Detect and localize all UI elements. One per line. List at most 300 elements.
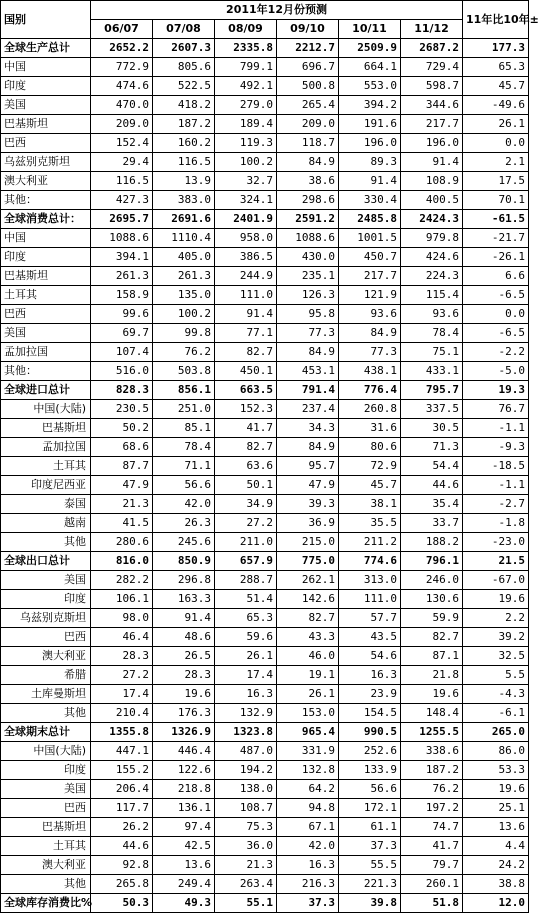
value-cell: 663.5 (215, 381, 277, 400)
change-cell: 86.0 (463, 742, 529, 761)
value-cell: 235.1 (277, 267, 339, 286)
value-cell: 856.1 (153, 381, 215, 400)
table-body (1, 39, 529, 913)
value-cell: 91.4 (215, 305, 277, 324)
value-cell: 13.6 (153, 856, 215, 875)
row-label: 印度 (1, 761, 91, 780)
change-cell: 39.2 (463, 628, 529, 647)
value-cell: 191.6 (339, 115, 401, 134)
value-cell: 383.0 (153, 191, 215, 210)
value-cell: 78.4 (401, 324, 463, 343)
value-cell: 1110.4 (153, 229, 215, 248)
value-cell: 263.4 (215, 875, 277, 894)
value-cell: 337.5 (401, 400, 463, 419)
change-cell: 25.1 (463, 799, 529, 818)
value-cell: 43.3 (277, 628, 339, 647)
table-row (1, 495, 529, 514)
value-cell: 516.0 (91, 362, 153, 381)
value-cell: 453.1 (277, 362, 339, 381)
row-label: 美国 (1, 571, 91, 590)
change-cell: 5.5 (463, 666, 529, 685)
year-header: 09/10 (277, 20, 339, 39)
row-label: 乌兹别克斯坦 (1, 609, 91, 628)
value-cell: 189.4 (215, 115, 277, 134)
value-cell: 729.4 (401, 58, 463, 77)
value-cell: 50.1 (215, 476, 277, 495)
year-header: 06/07 (91, 20, 153, 39)
value-cell: 39.3 (277, 495, 339, 514)
value-cell: 796.1 (401, 552, 463, 571)
value-cell: 56.6 (153, 476, 215, 495)
change-cell: 65.3 (463, 58, 529, 77)
value-cell: 470.0 (91, 96, 153, 115)
table-row (1, 590, 529, 609)
value-cell: 313.0 (339, 571, 401, 590)
table-row (1, 191, 529, 210)
row-label: 美国 (1, 780, 91, 799)
value-cell: 37.3 (339, 837, 401, 856)
value-cell: 75.3 (215, 818, 277, 837)
value-cell: 92.8 (91, 856, 153, 875)
value-cell: 172.1 (339, 799, 401, 818)
row-label: 巴西 (1, 305, 91, 324)
value-cell: 47.9 (277, 476, 339, 495)
value-cell: 776.4 (339, 381, 401, 400)
value-cell: 2424.3 (401, 210, 463, 229)
row-label: 越南 (1, 514, 91, 533)
table-row (1, 267, 529, 286)
value-cell: 50.3 (91, 894, 153, 913)
row-label: 美国 (1, 324, 91, 343)
value-cell: 21.3 (215, 856, 277, 875)
change-cell: 70.1 (463, 191, 529, 210)
value-cell: 598.7 (401, 77, 463, 96)
value-cell: 80.6 (339, 438, 401, 457)
value-cell: 19.1 (277, 666, 339, 685)
value-cell: 36.0 (215, 837, 277, 856)
value-cell: 29.4 (91, 153, 153, 172)
value-cell: 93.6 (401, 305, 463, 324)
table-row (1, 685, 529, 704)
value-cell: 100.2 (153, 305, 215, 324)
value-cell: 450.1 (215, 362, 277, 381)
value-cell: 26.1 (277, 685, 339, 704)
total-row (1, 210, 529, 229)
value-cell: 142.6 (277, 590, 339, 609)
value-cell: 67.1 (277, 818, 339, 837)
value-cell: 16.3 (277, 856, 339, 875)
value-cell: 132.8 (277, 761, 339, 780)
change-cell: -6.5 (463, 324, 529, 343)
table-row (1, 571, 529, 590)
value-cell: 2591.2 (277, 210, 339, 229)
row-label: 其他 (1, 875, 91, 894)
row-label: 土耳其 (1, 457, 91, 476)
value-cell: 209.0 (91, 115, 153, 134)
value-cell: 130.6 (401, 590, 463, 609)
value-cell: 107.4 (91, 343, 153, 362)
value-cell: 42.5 (153, 837, 215, 856)
value-cell: 795.7 (401, 381, 463, 400)
value-cell: 91.4 (153, 609, 215, 628)
value-cell: 39.8 (339, 894, 401, 913)
value-cell: 965.4 (277, 723, 339, 742)
value-cell: 93.6 (339, 305, 401, 324)
value-cell: 188.2 (401, 533, 463, 552)
value-cell: 447.1 (91, 742, 153, 761)
value-cell: 791.4 (277, 381, 339, 400)
change-cell: 19.3 (463, 381, 529, 400)
table-row (1, 818, 529, 837)
table-row (1, 704, 529, 723)
value-cell: 41.7 (215, 419, 277, 438)
value-cell: 282.2 (91, 571, 153, 590)
table-row (1, 400, 529, 419)
value-cell: 34.9 (215, 495, 277, 514)
row-label: 中国 (1, 58, 91, 77)
value-cell: 42.0 (153, 495, 215, 514)
change-cell: -1.8 (463, 514, 529, 533)
row-label: 印度 (1, 248, 91, 267)
total-row (1, 723, 529, 742)
value-cell: 155.2 (91, 761, 153, 780)
row-label: 全球消费总计： (1, 210, 91, 229)
row-label: 印度 (1, 77, 91, 96)
row-label: 巴西 (1, 134, 91, 153)
value-cell: 28.3 (153, 666, 215, 685)
table-row (1, 875, 529, 894)
value-cell: 111.0 (215, 286, 277, 305)
table-row (1, 305, 529, 324)
value-cell: 116.5 (91, 172, 153, 191)
value-cell: 430.0 (277, 248, 339, 267)
value-cell: 230.5 (91, 400, 153, 419)
value-cell: 27.2 (91, 666, 153, 685)
value-cell: 75.1 (401, 343, 463, 362)
row-label: 其他 (1, 533, 91, 552)
value-cell: 84.9 (277, 438, 339, 457)
table-row (1, 837, 529, 856)
value-cell: 50.2 (91, 419, 153, 438)
value-cell: 522.5 (153, 77, 215, 96)
row-label: 巴基斯坦 (1, 419, 91, 438)
year-header: 08/09 (215, 20, 277, 39)
change-cell: -6.1 (463, 704, 529, 723)
table-row (1, 324, 529, 343)
value-cell: 224.3 (401, 267, 463, 286)
row-label: 全球期末总计 (1, 723, 91, 742)
table-row (1, 533, 529, 552)
value-cell: 111.0 (339, 590, 401, 609)
value-cell: 71.3 (401, 438, 463, 457)
value-cell: 99.6 (91, 305, 153, 324)
value-cell: 136.1 (153, 799, 215, 818)
row-label: 中国 (1, 229, 91, 248)
value-cell: 209.0 (277, 115, 339, 134)
change-cell: 265.0 (463, 723, 529, 742)
value-cell: 237.4 (277, 400, 339, 419)
table-row (1, 343, 529, 362)
change-cell: -1.1 (463, 419, 529, 438)
value-cell: 2212.7 (277, 39, 339, 58)
value-cell: 16.3 (339, 666, 401, 685)
value-cell: 84.9 (277, 343, 339, 362)
value-cell: 187.2 (153, 115, 215, 134)
value-cell: 23.9 (339, 685, 401, 704)
value-cell: 772.9 (91, 58, 153, 77)
value-cell: 61.1 (339, 818, 401, 837)
value-cell: 298.6 (277, 191, 339, 210)
value-cell: 99.8 (153, 324, 215, 343)
change-cell: -21.7 (463, 229, 529, 248)
row-label: 巴基斯坦 (1, 818, 91, 837)
value-cell: 19.6 (153, 685, 215, 704)
row-label: 中国(大陆) (1, 400, 91, 419)
value-cell: 121.9 (339, 286, 401, 305)
value-cell: 2687.2 (401, 39, 463, 58)
value-cell: 135.0 (153, 286, 215, 305)
value-cell: 37.3 (277, 894, 339, 913)
row-label: 中国(大陆) (1, 742, 91, 761)
table-row (1, 856, 529, 875)
value-cell: 850.9 (153, 552, 215, 571)
change-cell: 32.5 (463, 647, 529, 666)
value-cell: 31.6 (339, 419, 401, 438)
row-label: 巴基斯坦 (1, 267, 91, 286)
value-cell: 211.0 (215, 533, 277, 552)
row-label: 印度尼西亚 (1, 476, 91, 495)
value-cell: 265.8 (91, 875, 153, 894)
change-cell: -2.2 (463, 343, 529, 362)
table-row (1, 419, 529, 438)
value-cell: 805.6 (153, 58, 215, 77)
value-cell: 51.4 (215, 590, 277, 609)
value-cell: 46.0 (277, 647, 339, 666)
value-cell: 48.6 (153, 628, 215, 647)
value-cell: 244.9 (215, 267, 277, 286)
value-cell: 261.3 (153, 267, 215, 286)
value-cell: 89.3 (339, 153, 401, 172)
value-cell: 990.5 (339, 723, 401, 742)
value-cell: 492.1 (215, 77, 277, 96)
table-row (1, 58, 529, 77)
value-cell: 17.4 (215, 666, 277, 685)
change-cell: 6.6 (463, 267, 529, 286)
value-cell: 194.2 (215, 761, 277, 780)
value-cell: 54.6 (339, 647, 401, 666)
value-cell: 59.6 (215, 628, 277, 647)
table-row (1, 134, 529, 153)
table-row (1, 609, 529, 628)
value-cell: 49.3 (153, 894, 215, 913)
value-cell: 487.0 (215, 742, 277, 761)
value-cell: 2401.9 (215, 210, 277, 229)
value-cell: 210.4 (91, 704, 153, 723)
value-cell: 330.4 (339, 191, 401, 210)
value-cell: 26.3 (153, 514, 215, 533)
value-cell: 260.1 (401, 875, 463, 894)
value-cell: 84.9 (277, 153, 339, 172)
row-label: 其他 (1, 704, 91, 723)
row-label: 澳大利亚 (1, 172, 91, 191)
value-cell: 148.4 (401, 704, 463, 723)
table-row (1, 647, 529, 666)
value-cell: 816.0 (91, 552, 153, 571)
value-cell: 26.1 (215, 647, 277, 666)
value-cell: 95.8 (277, 305, 339, 324)
value-cell: 91.4 (339, 172, 401, 191)
value-cell: 246.0 (401, 571, 463, 590)
change-cell: 26.1 (463, 115, 529, 134)
value-cell: 288.7 (215, 571, 277, 590)
value-cell: 106.1 (91, 590, 153, 609)
value-cell: 1326.9 (153, 723, 215, 742)
value-cell: 51.8 (401, 894, 463, 913)
change-column-header: 11年比10年± (463, 1, 529, 39)
table-row (1, 476, 529, 495)
value-cell: 64.2 (277, 780, 339, 799)
value-cell: 1255.5 (401, 723, 463, 742)
value-cell: 35.4 (401, 495, 463, 514)
value-cell: 36.9 (277, 514, 339, 533)
row-label: 巴西 (1, 628, 91, 647)
table-row (1, 761, 529, 780)
value-cell: 76.2 (401, 780, 463, 799)
value-cell: 71.1 (153, 457, 215, 476)
value-cell: 115.4 (401, 286, 463, 305)
total-row (1, 39, 529, 58)
value-cell: 84.9 (339, 324, 401, 343)
value-cell: 98.0 (91, 609, 153, 628)
value-cell: 56.6 (339, 780, 401, 799)
table-row (1, 286, 529, 305)
value-cell: 252.6 (339, 742, 401, 761)
value-cell: 21.3 (91, 495, 153, 514)
value-cell: 215.0 (277, 533, 339, 552)
value-cell: 87.1 (401, 647, 463, 666)
value-cell: 46.4 (91, 628, 153, 647)
value-cell: 386.5 (215, 248, 277, 267)
table-row (1, 628, 529, 647)
value-cell: 500.8 (277, 77, 339, 96)
change-cell: 24.2 (463, 856, 529, 875)
row-label: 全球生产总计 (1, 39, 91, 58)
value-cell: 77.1 (215, 324, 277, 343)
value-cell: 152.3 (215, 400, 277, 419)
value-cell: 13.9 (153, 172, 215, 191)
value-cell: 17.4 (91, 685, 153, 704)
value-cell: 265.4 (277, 96, 339, 115)
value-cell: 27.2 (215, 514, 277, 533)
value-cell: 424.6 (401, 248, 463, 267)
table-row (1, 742, 529, 761)
change-cell: -23.0 (463, 533, 529, 552)
value-cell: 42.0 (277, 837, 339, 856)
value-cell: 196.0 (401, 134, 463, 153)
value-cell: 55.1 (215, 894, 277, 913)
value-cell: 154.5 (339, 704, 401, 723)
table-row (1, 153, 529, 172)
value-cell: 187.2 (401, 761, 463, 780)
value-cell: 1088.6 (277, 229, 339, 248)
value-cell: 94.8 (277, 799, 339, 818)
value-cell: 296.8 (153, 571, 215, 590)
value-cell: 82.7 (401, 628, 463, 647)
value-cell: 249.4 (153, 875, 215, 894)
value-cell: 251.0 (153, 400, 215, 419)
value-cell: 553.0 (339, 77, 401, 96)
value-cell: 331.9 (277, 742, 339, 761)
value-cell: 197.2 (401, 799, 463, 818)
value-cell: 158.9 (91, 286, 153, 305)
change-cell: -61.5 (463, 210, 529, 229)
change-cell: 53.3 (463, 761, 529, 780)
change-cell: -2.7 (463, 495, 529, 514)
value-cell: 76.2 (153, 343, 215, 362)
change-cell: 19.6 (463, 780, 529, 799)
value-cell: 26.5 (153, 647, 215, 666)
change-cell: 19.6 (463, 590, 529, 609)
value-cell: 44.6 (401, 476, 463, 495)
value-cell: 41.7 (401, 837, 463, 856)
table-row (1, 780, 529, 799)
value-cell: 91.4 (401, 153, 463, 172)
value-cell: 95.7 (277, 457, 339, 476)
table-row (1, 248, 529, 267)
value-cell: 55.5 (339, 856, 401, 875)
value-cell: 979.8 (401, 229, 463, 248)
value-cell: 47.9 (91, 476, 153, 495)
value-cell: 217.7 (401, 115, 463, 134)
value-cell: 2485.8 (339, 210, 401, 229)
value-cell: 279.0 (215, 96, 277, 115)
value-cell: 2607.3 (153, 39, 215, 58)
value-cell: 100.2 (215, 153, 277, 172)
change-cell: -18.5 (463, 457, 529, 476)
value-cell: 126.3 (277, 286, 339, 305)
table-row (1, 666, 529, 685)
value-cell: 433.1 (401, 362, 463, 381)
value-cell: 153.0 (277, 704, 339, 723)
value-cell: 117.7 (91, 799, 153, 818)
value-cell: 2691.6 (153, 210, 215, 229)
value-cell: 196.0 (339, 134, 401, 153)
value-cell: 21.8 (401, 666, 463, 685)
value-cell: 78.4 (153, 438, 215, 457)
value-cell: 34.3 (277, 419, 339, 438)
value-cell: 400.5 (401, 191, 463, 210)
value-cell: 43.5 (339, 628, 401, 647)
value-cell: 217.7 (339, 267, 401, 286)
change-cell: 2.1 (463, 153, 529, 172)
value-cell: 664.1 (339, 58, 401, 77)
row-label: 印度 (1, 590, 91, 609)
row-label: 其他： (1, 362, 91, 381)
table-row (1, 172, 529, 191)
value-cell: 1088.6 (91, 229, 153, 248)
value-cell: 774.6 (339, 552, 401, 571)
change-cell: -6.5 (463, 286, 529, 305)
value-cell: 57.7 (339, 609, 401, 628)
value-cell: 16.3 (215, 685, 277, 704)
value-cell: 152.4 (91, 134, 153, 153)
value-cell: 82.7 (277, 609, 339, 628)
value-cell: 438.1 (339, 362, 401, 381)
value-cell: 116.5 (153, 153, 215, 172)
total-row (1, 552, 529, 571)
value-cell: 218.8 (153, 780, 215, 799)
value-cell: 216.3 (277, 875, 339, 894)
